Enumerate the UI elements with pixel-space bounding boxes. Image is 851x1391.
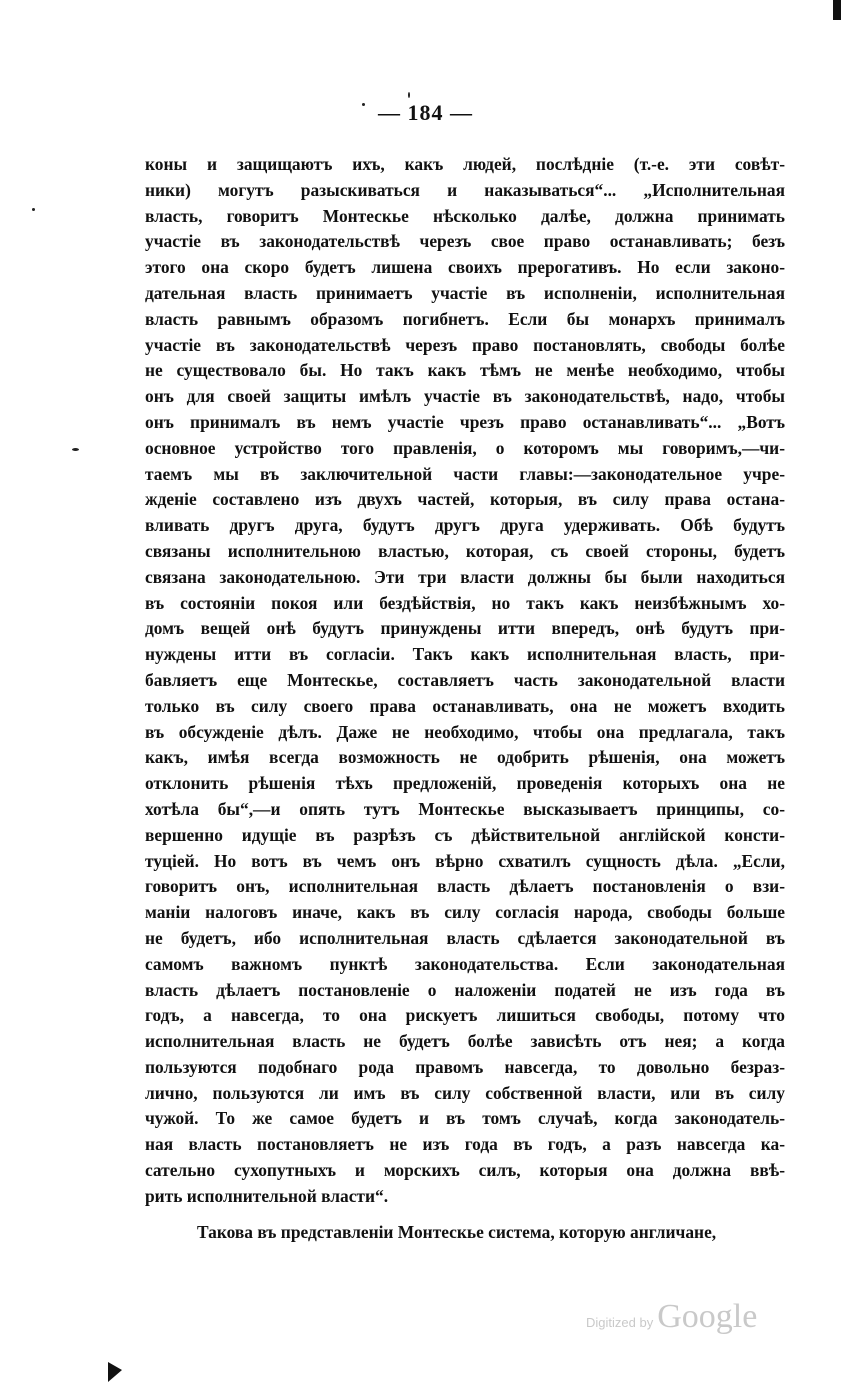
text-line: этого она скоро будетъ лишена своихъ прерогативъ. Но если законо- <box>145 257 785 278</box>
digitized-watermark <box>586 1298 757 1336</box>
text-line: не существовало бы. Но такъ какъ тѣмъ не менѣе необходимо, чтобы <box>145 360 785 381</box>
text-line: въ состояніи покоя или бездѣйствія, но такъ какъ неизбѣжнымъ хо- <box>145 592 785 613</box>
text-line: нуждены итти въ согласіи. Такъ какъ исполнительная власть, при- <box>145 644 785 665</box>
text-line: жденіе составлено изъ двухъ частей, которыя, въ силу права остана- <box>145 489 785 510</box>
text-line: какъ, имѣя всегда возможность не одобрить рѣшенія, она можетъ <box>145 747 785 768</box>
text-line: коны и защищаютъ ихъ, какъ людей, послѣдніе (т.-е. эти совѣт- <box>145 154 785 174</box>
text-line: участіе въ законодательствѣ черезъ право постановлять, свободы болѣе <box>145 334 785 355</box>
text-line: самомъ важномъ пунктѣ законодательства. Если законодательная <box>145 953 785 974</box>
text-line: власть равнымъ образомъ погибнетъ. Если бы монархъ принималъ <box>145 308 785 329</box>
text-line: вершенно идущіе въ разрѣзъ съ дѣйствительной англійской консти- <box>145 824 785 845</box>
body-text <box>145 152 785 1245</box>
text-line: чужой. То же самое будетъ и въ томъ случаѣ, когда законодатель- <box>145 1108 785 1129</box>
text-line: таемъ мы въ заключительной части главы:—законодательное учре- <box>145 463 785 484</box>
text-line: лично, пользуются ли имъ въ силу собственной власти, или въ силу <box>145 1082 785 1103</box>
page-number: — 184 — <box>378 100 473 125</box>
text-line: только въ силу своего права останавливать, она не можетъ входить <box>145 695 785 716</box>
margin-speck <box>408 92 410 98</box>
text-line: сательно сухопутныхъ и морскихъ силъ, которыя она должна ввѣ- <box>145 1160 785 1181</box>
text-line: вливать другъ друга, будутъ другъ друга удерживать. Обѣ будутъ <box>145 515 785 536</box>
margin-speck <box>72 448 79 451</box>
text-line: годъ, а навсегда, то она рискуетъ лишиться свободы, потому что <box>145 1005 785 1026</box>
text-line: домъ вещей онѣ будутъ принуждены итти впередъ, онѣ будутъ при- <box>145 618 785 639</box>
text-line: исполнительная власть не будетъ болѣе зависѣть отъ нея; а когда <box>145 1031 785 1052</box>
text-line: связана законодательною. Эти три власти должны бы были находиться <box>145 566 785 587</box>
text-line: туціей. Но вотъ въ чемъ онъ вѣрно схватилъ сущность дѣла. „Если, <box>145 850 785 871</box>
text-line: хотѣла бы“,—и опять тутъ Монтескье высказываетъ принципы, со- <box>145 798 785 819</box>
text-line: отклонить рѣшенія тѣхъ предложеній, проведенія которыхъ она не <box>145 773 785 794</box>
text-line: пользуются подобнаго рода правомъ навсегда, то довольно безраз- <box>145 1056 785 1077</box>
text-line: не будетъ, ибо исполнительная власть сдѣлается законодательной въ <box>145 927 785 948</box>
text-line: въ обсужденіе дѣлъ. Даже не необходимо, чтобы она предлагала, такъ <box>145 721 785 742</box>
text-line: связаны исполнительною властью, которая, съ своей стороны, будетъ <box>145 540 785 561</box>
scan-corner-mark <box>108 1362 122 1382</box>
watermark-prefix: Digitized by <box>586 1315 654 1330</box>
margin-speck <box>32 208 35 211</box>
paragraph-end-line: рить исполнительной власти“. <box>145 1185 389 1206</box>
paragraph-start-line: Такова въ представленіи Монтескье система, которую англичане, <box>197 1221 717 1242</box>
text-line: ная власть постановляетъ не изъ года въ годъ, а разъ навсегда ка- <box>145 1134 785 1155</box>
google-logo: Google <box>657 1298 758 1335</box>
text-line: основное устройство того правленія, о которомъ мы говоримъ,—чи- <box>145 437 785 458</box>
text-line: ники) могутъ разыскиваться и наказываться“... „Исполнительная <box>145 179 785 200</box>
text-line: онъ для своей защиты имѣлъ участіе въ законодательствѣ, надо, чтобы <box>145 386 785 407</box>
text-line: маніи налоговъ иначе, какъ въ силу согласія народа, свободы больше <box>145 902 785 923</box>
text-line: онъ принималъ въ немъ участіе чрезъ право останавливать“... „Вотъ <box>145 411 785 432</box>
text-line: дательная власть принимаетъ участіе въ исполненіи, исполнительная <box>145 282 785 303</box>
text-line: бавляетъ еще Монтескье, составляетъ часть законодательной власти <box>145 669 785 690</box>
scan-edge-bar <box>833 0 841 20</box>
text-line: власть, говоритъ Монтескье нѣсколько далѣе, должна принимать <box>145 205 785 226</box>
text-line: говоритъ онъ, исполнительная власть дѣлаетъ постановленія о взи- <box>145 876 785 897</box>
text-line: участіе въ законодательствѣ черезъ свое право останавливать; безъ <box>145 231 785 252</box>
text-line: власть дѣлаетъ постановленіе о наложеніи податей не изъ года въ <box>145 979 785 1000</box>
